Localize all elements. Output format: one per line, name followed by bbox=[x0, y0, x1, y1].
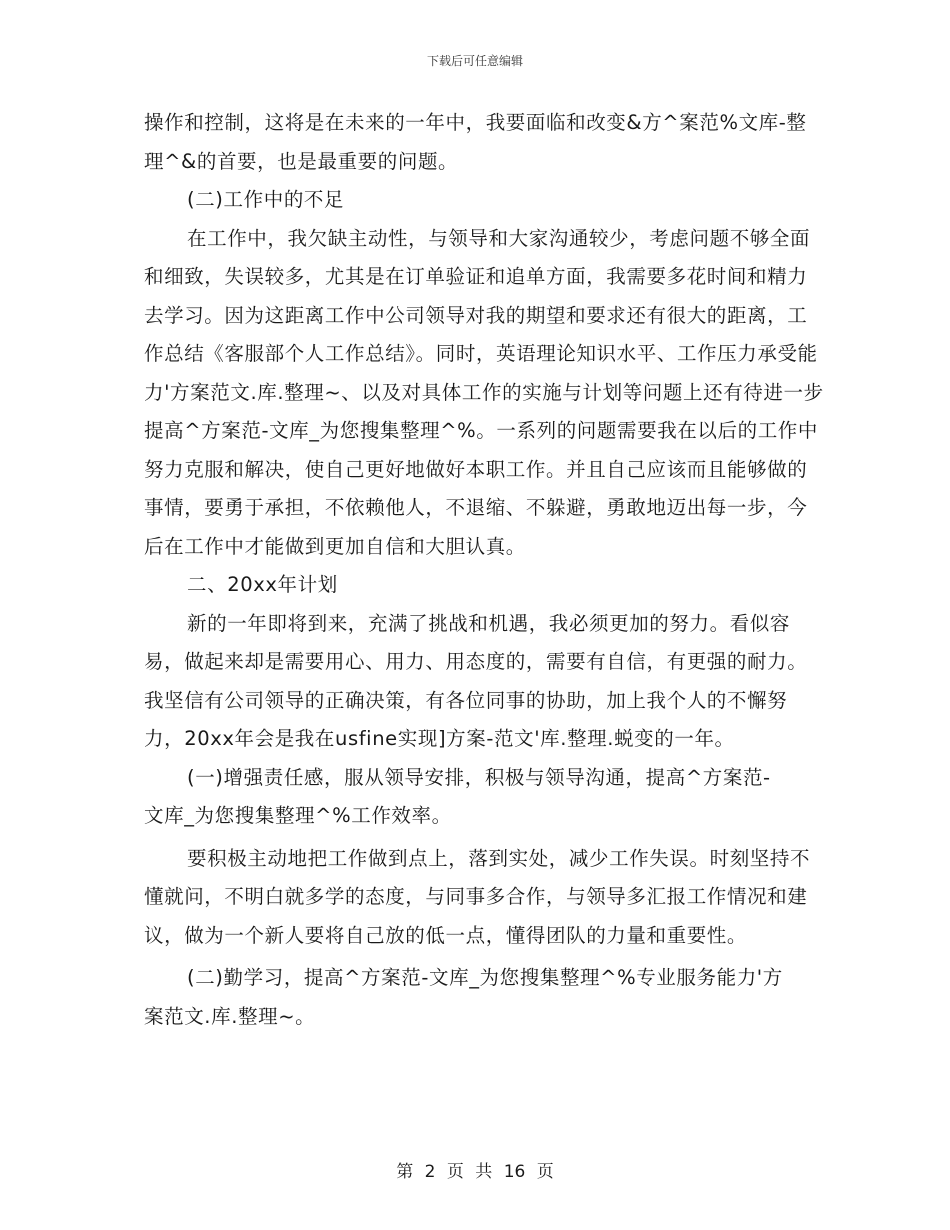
heading-responsibility: (一)增强责任感，服从领导安排，积极与领导沟通，提高^方案范-文库_为您搜集整理^%工作效率。 bbox=[144, 765, 771, 827]
heading-study: (二)勤学习，提高^方案范-文库_为您搜集整理^%专业服务能力'方案范文.库.整理~。 bbox=[144, 966, 783, 1028]
paragraph-new-year: 新的一年即将到来，充满了挑战和机遇，我必须更加的努力。看似容易，做起来却是需要用心、用力、用态度的，需要有自信，有更强的耐力。我坚信有公司领导的正确决策，有各位同事的协助，加上我个人的不懈努力，20xx年会是我在usfine实现]方案-范文'库.整理.蜕变的一年。 bbox=[144, 611, 808, 750]
page-number: 第 2 页 共 16 页 bbox=[396, 1162, 554, 1182]
paragraph-proactive: 要积极主动地把工作做到点上，落到实处，减少工作失误。时刻坚持不懂就问，不明白就多学的态度，与同事多合作，与领导多汇报工作情况和建议，做为一个新人要将自己放的低一点，懂得团队的力量和重要性。 bbox=[144, 846, 811, 947]
paragraph-1: 操作和控制，这将是在未来的一年中，我要面临和改变&方^案范%文库-整理^&的首要，也是最重要的问题。 bbox=[144, 111, 807, 173]
page-header: 下载后可任意编辑 bbox=[426, 54, 523, 68]
document-body bbox=[144, 104, 824, 1036]
heading-annual-plan: 二、20xx年计划 bbox=[187, 573, 338, 596]
paragraph-shortcomings: 在工作中，我欠缺主动性，与领导和大家沟通较少，考虑问题不够全面和细致，失误较多，尤其是在订单验证和追单方面，我需要多花时间和精力去学习。因为这距离工作中公司领导对我的期望和要求还有很大的距离，工作总结《客服部个人工作总结》。同时，英语理论知识水平、工作压力承受能力'方案范文.库.整理~、以及对具体工作的实施与计划等问题上还有待进一步提高^方案范-文库_为您搜集整理^%。一系列的问题需要我在以后的工作中努力克服和解决，使自己更好地做好本职工作。并且自己应该而且能够做的事情，要勇于承担，不依赖他人，不退缩、不躲避，勇敢地迈出每一步，今后在工作中才能做到更加自信和大胆认真。 bbox=[144, 226, 824, 558]
heading-work-shortcomings: (二)工作中的不足 bbox=[187, 188, 345, 211]
